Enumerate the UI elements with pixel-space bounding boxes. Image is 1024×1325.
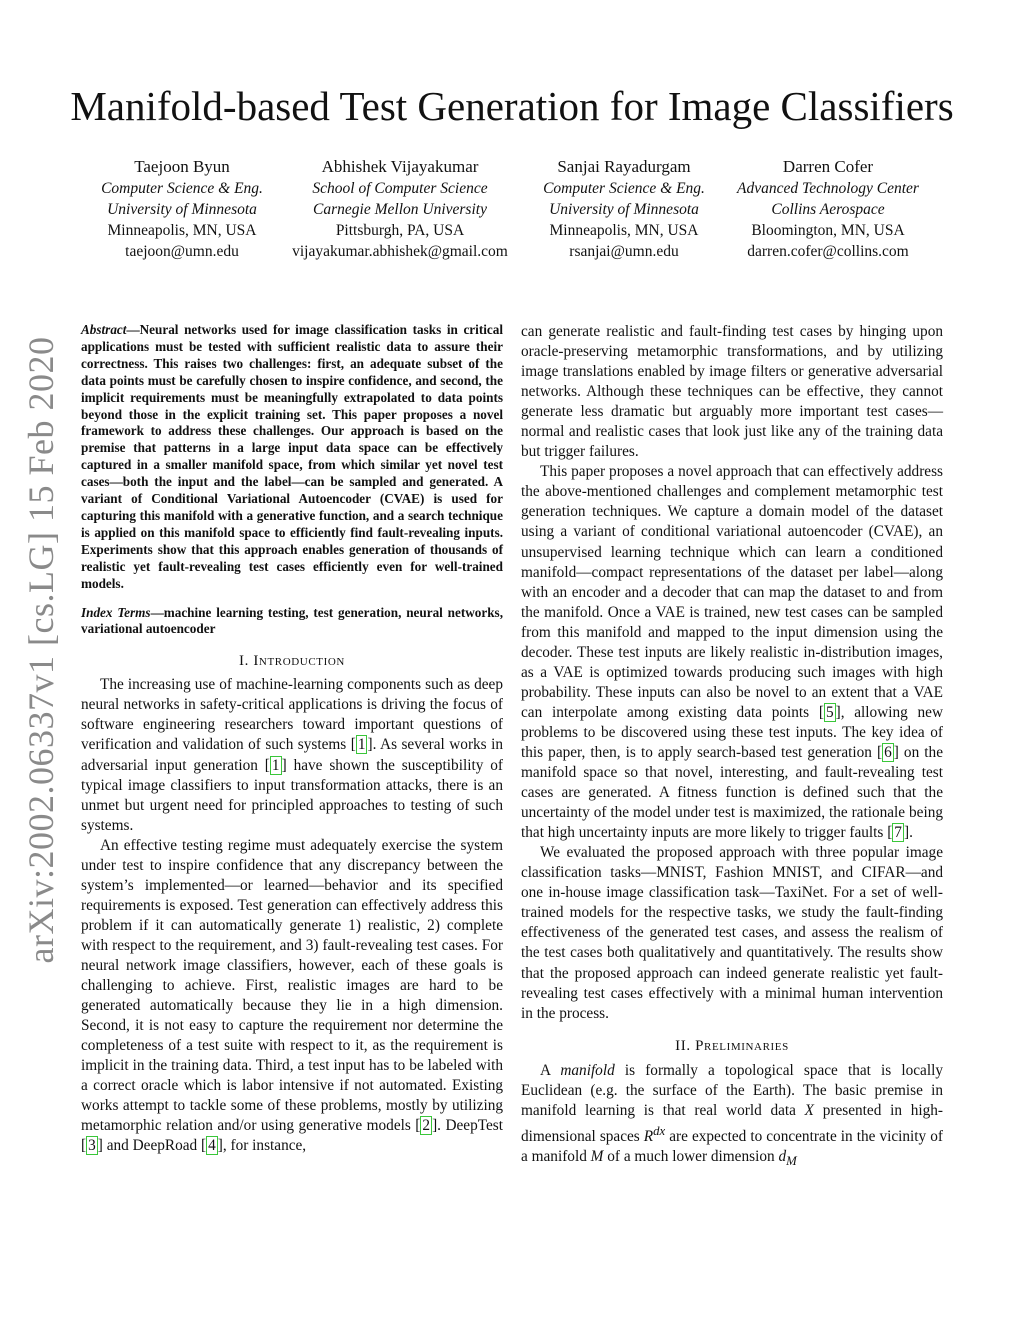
text-run: We evaluated the proposed approach with three popular image classification tasks—MNIST, Fashion MNIST, and CIFAR—and one in-house image classification task—TaxiNet. For a set of well-trained models for the respective tasks, we study the fault-finding effectiveness of the generated test cases, and assess the realism of the test cases both qualitatively and quantitatively. The results show that the proposed approach can indeed generate realistic yet fault-revealing test cases effectively with a minimal human intervention in the process. — [521, 844, 943, 1022]
author-email: vijayakumar.abhishek@gmail.com — [292, 243, 508, 260]
text-run: A — [540, 1061, 561, 1079]
text-run: The increasing use of machine-learning components such as deep neural networks in safety-critical applications is driving the focus of software engineering researchers toward important questions of verification and validation of such systems — [81, 676, 503, 754]
text-run: An effective testing regime must adequately exercise the system under test to inspire confidence that any discrepancy between the system’s implemented—or learned—behavior and its specified requirements is exposed. Test generation can effectively address this problem if it can automatically generate 1) realistic, 2) complete with respect to the requirement, and 3) fault-revealing test cases. For neural network image classifiers, however, each of these goals is challenging to achieve. First, realistic images are hard to be generated automatically because they lie in a high dimension. Second, it is not easy to capture the requirement nor determine the completeness of a test suite with respect to it, as the requirement is implicit in the training data. Third, a test input has to be labeled with a correct oracle which is labor intensive if not automated. Existing works attempt to tackle some of these problems, mostly by utilizing metamorphic relation and/or using generative models — [81, 836, 503, 1135]
math-superscript: dx — [653, 1123, 666, 1138]
citation-link[interactable]: 7 — [894, 824, 902, 842]
right-column — [521, 322, 943, 1171]
emphasis-term: manifold — [560, 1061, 615, 1079]
left-column — [81, 322, 503, 1156]
text-run: . As several works in adversarial input generation — [81, 736, 503, 774]
index-terms-label: Index Terms — [81, 604, 151, 620]
text-run: This paper proposes a novel approach that can effectively address the above-mentioned challenges and complement metamorphic test generation techniques. We capture a domain model of the dataset using a variant of conditional variational autoencoder (CVAE), an unsupervised learning technique which can learn a conditioned manifold—compact representations of the dataset per label—along with an encoder and a decoder that can map the dataset to and from the manifold. Once a VAE is trained, new test cases can be sampled from this manifold and mapped to the input dimension using the decoder. These test inputs are likely realistic in-distribution images, as a VAE is optimized towards producing such images with high probability. These inputs can also be novel to an extent that a VAE can interpolate among existing data points — [521, 463, 943, 721]
author-4 — [708, 155, 948, 262]
author-org: Carnegie Mellon University — [313, 201, 487, 218]
text-run: can generate realistic and fault-finding test cases by hinging upon oracle-preserving metamorphic transformations, and by utilizing image translations enabled by image filters or generative adversarial networks. Although these techniques can be effective, they cannot generate less dramatic but arguably more important test cases—normal and realistic cases that look just like any of the training data but trigger failures. — [521, 323, 943, 461]
math-symbol: d — [778, 1147, 787, 1165]
math-symbol: X — [804, 1101, 815, 1119]
author-org: Collins Aerospace — [771, 201, 885, 218]
intro-paragraph-3 — [521, 322, 943, 462]
index-terms-text: —machine learning testing, test generation, neural networks, variational autoencoder — [81, 604, 503, 637]
index-terms — [81, 605, 503, 639]
math-symbol: M — [590, 1147, 604, 1165]
section-number: II. — [675, 1037, 696, 1054]
arxiv-identifier: arXiv:2002.06337v1 [cs.LG] 15 Feb 2020 — [21, 336, 61, 964]
author-dept: Computer Science & Eng. — [543, 180, 705, 197]
section-initial: P — [695, 1037, 705, 1054]
author-dept: Advanced Technology Center — [737, 180, 919, 197]
author-email: rsanjai@umn.edu — [569, 243, 679, 260]
author-block — [72, 155, 992, 265]
author-email: taejoon@umn.edu — [125, 243, 239, 260]
author-name: Abhishek Vijayakumar — [321, 157, 479, 176]
text-run: have shown the susceptibility of typical image classifiers to input transformation attacks, there is an unmet but urgent need for principled approaches to testing of such systems. — [81, 756, 503, 834]
preliminaries-paragraph-1 — [521, 1061, 943, 1171]
citation-link[interactable]: 2 — [422, 1117, 431, 1135]
intro-paragraph-5 — [521, 843, 943, 1023]
author-location: Minneapolis, MN, USA — [549, 222, 699, 239]
text-run: are expected to concentrate in the vicinity of a manifold — [521, 1127, 943, 1165]
author-org: University of Minnesota — [107, 201, 257, 218]
author-org: University of Minnesota — [549, 201, 699, 218]
author-name: Sanjai Rayadurgam — [557, 157, 691, 176]
author-name: Darren Cofer — [782, 157, 874, 176]
text-run: , for instance, — [222, 1137, 307, 1155]
text-run: , allowing new problems to be discovered using these test inputs. The key idea of this paper, then, is to apply search-based test generation — [521, 703, 943, 761]
section-rest: NTRODUCTION — [258, 656, 345, 669]
author-email: darren.cofer@collins.com — [747, 243, 909, 260]
author-location: Pittsburgh, PA, USA — [335, 222, 465, 239]
arxiv-sidebar — [21, 336, 61, 964]
section-heading-introduction — [81, 653, 503, 670]
citation-link[interactable]: 1 — [271, 756, 280, 774]
text-run: of a much lower dimension — [603, 1147, 779, 1165]
citation-link[interactable]: 1 — [357, 736, 366, 754]
math-symbol: R — [643, 1127, 654, 1145]
text-run: is formally a topological space that is locally Euclidean (e.g. the surface of the Earth). The basic premise in manifold learning is that real world data — [521, 1061, 943, 1119]
author-location: Bloomington, MN, USA — [751, 222, 905, 239]
author-location: Minneapolis, MN, USA — [107, 222, 257, 239]
intro-paragraph-2: An effective testing regime must adequately exercise the system under test to inspire confidence that any discrepancy between the system’s implemented—or learned—behavior and its specified requirements is exposed. Test generation can effectively address this problem if it can automatically generate 1) realistic, 2) complete with respect to the requirement, and 3) fault-revealing test cases. For neural network image classifiers, however, each of these goals is challenging to achieve. First, realistic images are hard to be generated automatically because they lie in a high dimension. Second, it is not easy to capture the requirement nor determine the completeness of a test suite with respect to it, as the requirement is implicit in the training data. Third, a test input has to be labeled with a correct oracle which is labor intensive if not automated. Existing works attempt to tackle some of these problems, mostly by utilizing metamorphic relation and/or using generative models [ 2 ]. DeepTest [ 3 ] and DeepRoad [ 4 ], for instance, — [81, 836, 503, 1155]
author-2 — [280, 155, 520, 262]
citation-link[interactable]: 4 — [208, 1137, 216, 1155]
text-run: presented in high-dimensional spaces — [521, 1101, 943, 1145]
abstract — [81, 322, 503, 593]
section-rest: RELIMINARIES — [704, 1040, 789, 1053]
text-run: and DeepRoad — [102, 1137, 201, 1155]
intro-paragraph-4: This paper proposes a novel approach that can effectively address the above-mentioned challenges and complement metamorphic test generation techniques. We capture a domain model of the dataset using a variant of conditional variational autoencoder (CVAE), an unsupervised learning technique which can learn a conditioned manifold—compact representations of the dataset per label—along with an encoder and a decoder that can map the dataset to and from the manifold. Once a VAE is trained, new test cases can be sampled from this manifold and mapped to the input dimension using the decoder. These test inputs are likely realistic in-distribution images, as a VAE is optimized towards producing such images with high probability. These inputs can also be novel to an extent that a VAE can interpolate among existing data points [ 5 ], allowing new problems to be discovered using these test inputs. The key idea of this paper, then, is to apply search-based test generation [ 6 ] on the manifold space so that novel, interesting, and fault-revealing test cases are generated. A fitness function is defined such that the uncertainty of the model under test is maximized, the rationale being that high uncertainty inputs are more likely to trigger faults [ 7 ]. — [521, 463, 943, 842]
author-name: Taejoon Byun — [134, 157, 230, 176]
math-subscript: M — [786, 1153, 797, 1168]
text-run: on the manifold space so that novel, interesting, and fault-revealing test cases are generated. A fitness function is defined such that the uncertainty of the model under test is maximized, the rationale being that high uncertainty inputs are more likely to trigger faults — [521, 743, 943, 842]
citation-link[interactable]: 5 — [825, 703, 834, 721]
section-initial: I — [253, 653, 259, 670]
author-dept: School of Computer Science — [312, 180, 488, 197]
section-heading-preliminaries — [521, 1038, 943, 1055]
abstract-label: Abstract — [81, 322, 127, 337]
section-number: I. — [239, 653, 254, 670]
citation-link[interactable]: 3 — [88, 1137, 96, 1155]
author-dept: Computer Science & Eng. — [101, 180, 263, 197]
text-run: . — [909, 824, 913, 842]
text-run: . DeepTest — [437, 1117, 503, 1135]
paper-title: Manifold-based Test Generation for Image Classifiers — [70, 83, 954, 129]
author-1 — [62, 155, 302, 262]
intro-paragraph-1: The increasing use of machine-learning components such as deep neural networks in safety-critical applications is driving the focus of software engineering researchers toward important questions of verification and validation of such systems [ 1 ]. As several works in adversarial input generation [ 1 ] have shown the susceptibility of typical image classifiers to input transformation attacks, there is an unmet but urgent need for principled approaches to testing of such systems. — [81, 676, 503, 834]
citation-link[interactable]: 6 — [884, 743, 892, 761]
abstract-text: —Neural networks used for image classification tasks in critical applications must be tested with sufficient realistic data to assure their correctness. This raises two challenges: first, an adequate subset of the data points must be carefully chosen to inspire confidence, and second, the implicit requirements must be meaningfully extrapolated to data points beyond those in the explicit training set. This paper proposes a novel framework to address these challenges. Our approach is based on the premise that patterns in a large input data space can be effectively captured in a smaller manifold space, from which similar yet novel test cases—both the input and the label—can be sampled and generated. A variant of Conditional Variational Autoencoder (CVAE) is used for capturing this manifold with a generative function, and a search technique is applied on this manifold space to efficiently find fault-revealing inputs. Experiments show that this approach enables generation of thousands of realistic yet fault-revealing test cases efficiently even for well-trained models. — [81, 322, 503, 591]
